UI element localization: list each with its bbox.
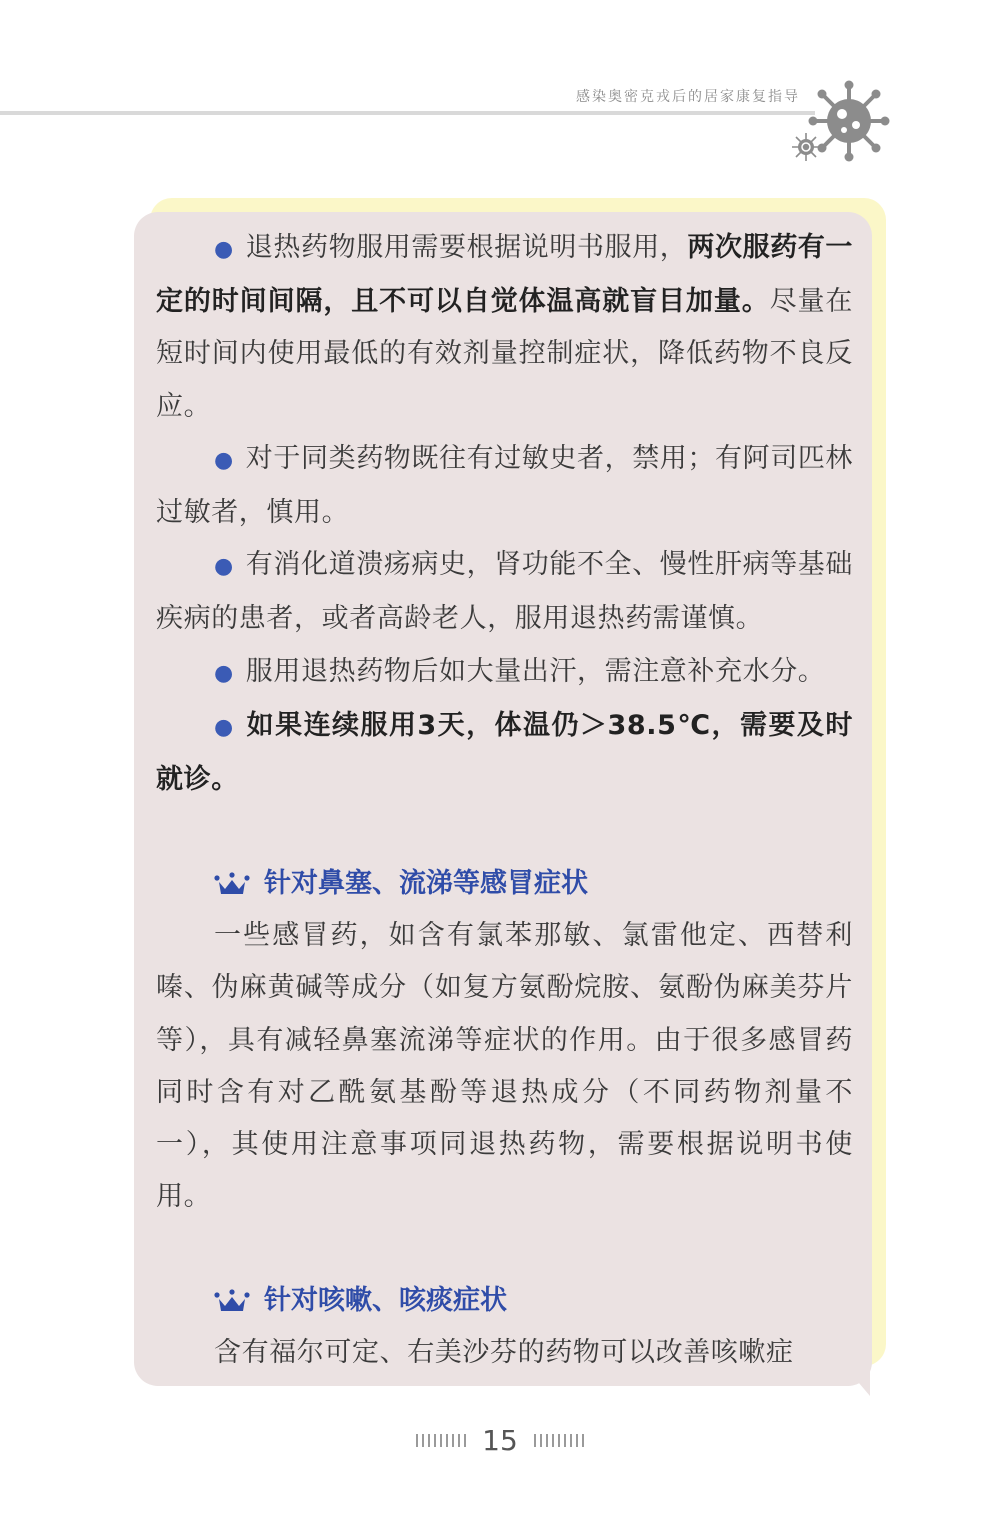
hydration-text: 服用退热药物后如大量出汗，需注意补充水分。 xyxy=(245,655,826,687)
running-header-title: 感染奥密克戎后的居家康复指导 xyxy=(576,89,800,105)
dosing-bold-text: 两次服药有一定的时间间隔，且不可以自觉体温高就盲目加量。 xyxy=(156,232,854,318)
section-spacer xyxy=(156,806,853,858)
bullet-dot: ● xyxy=(214,660,234,686)
section-spacer xyxy=(156,1223,853,1275)
dosing-text: 退热药物服用需要根据说明书服用， xyxy=(245,232,688,263)
allergy-text: 对于同类药物既往有过敏史者，禁用；有阿司匹林过敏者，慎用。 xyxy=(156,442,853,529)
bullet-dot: ● xyxy=(214,447,234,473)
section-heading-text: 针对鼻塞、流涕等感冒症状 xyxy=(264,868,588,900)
paragraph-allergy xyxy=(156,433,853,539)
bullet-dot: ● xyxy=(214,714,234,740)
header-rule xyxy=(0,111,815,115)
paragraph-dosing xyxy=(156,222,853,433)
section-heading-cold-symptoms xyxy=(214,858,853,910)
section-heading-text: 针对咳嗽、咳痰症状 xyxy=(264,1285,507,1317)
caution-text: 有消化道溃疡病史，肾功能不全、慢性肝病等基础疾病的患者，或者高龄老人，服用退热药需谨慎。 xyxy=(156,549,853,635)
paragraph-hydration xyxy=(156,646,853,700)
virus-icon-small xyxy=(790,131,822,163)
seek-care-text: 如果连续服用3天，体温仍＞38.5℃，需要及时就诊。 xyxy=(156,709,853,796)
section-heading-cough xyxy=(214,1275,853,1327)
bullet-dot: ● xyxy=(214,554,234,580)
paragraph-seek-care xyxy=(156,700,853,806)
content-body xyxy=(156,222,853,1380)
paragraph-caution xyxy=(156,539,853,645)
page-number: 15 xyxy=(482,1423,518,1457)
paragraph-cold-medicine: 一些感冒药，如含有氯苯那敏、氯雷他定、西替利嗪、伪麻黄碱等成分（如复方氨酚烷胺、氨酚伪麻美芬片等），具有减轻鼻塞流涕等症状的作用。由于很多感冒药同时含有对乙酰氨基酚等退热成分（不同药物剂量不一），其使用注意事项同退热药物，需要根据说明书使用。 xyxy=(156,920,853,1213)
page-footer xyxy=(0,1420,1000,1460)
page-number-ticks-right xyxy=(534,1434,584,1447)
page-number-ticks-left xyxy=(416,1434,466,1447)
dosing-rest-text: 尽量在短时间内使用最低的有效剂量控制症状，降低药物不良反应。 xyxy=(156,286,853,422)
crown-icon xyxy=(214,1289,250,1313)
bullet-dot: ● xyxy=(214,237,234,262)
crown-icon xyxy=(214,872,250,896)
paragraph-cough-medicine: 含有福尔可定、右美沙芬的药物可以改善咳嗽症 xyxy=(214,1337,794,1369)
